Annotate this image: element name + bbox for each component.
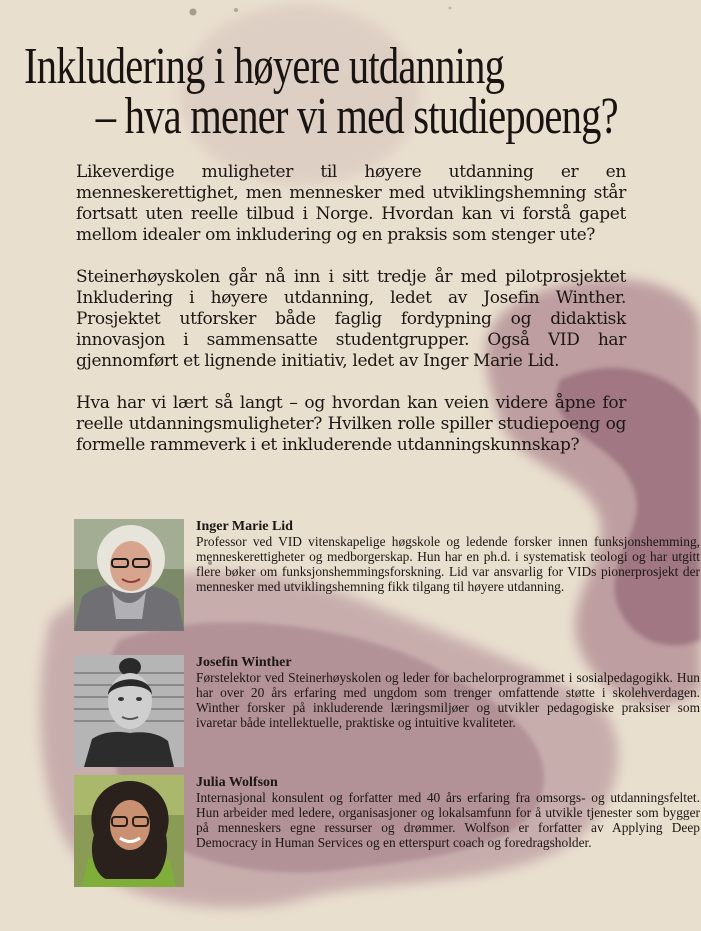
intro-text bbox=[76, 162, 626, 477]
speaker-bio bbox=[196, 655, 700, 730]
speaker-name: Inger Marie Lid bbox=[196, 519, 293, 534]
speaker-photo bbox=[74, 655, 184, 767]
speaker-photo bbox=[74, 775, 184, 887]
speaker-photo bbox=[74, 519, 184, 631]
speaker-description: Professor ved VID vitenskapelige høgskole og ledende forsker innen funksjonshemming, menneskerettigheter og medborgerskap. Hun har en ph.d. i systematisk teologi og har utgitt flere bøker om funksjonshemmingsforskning. Lid var ansvarlig for VIDs pionerprosjekt der mennesker med utviklingshemning fikk tilgang til høyere utdanning. bbox=[196, 534, 700, 594]
intro-paragraph: Steinerhøyskolen går nå inn i sitt tredje år med pilotprosjektet Inkludering i høyere utdanning, ledet av Josefin Winther. Prosjektet utforsker både faglig fordypning og didaktisk innovasjon i sammensatte studentgrupper. Også VID har gjennomført et lignende initiativ, ledet av Inger Marie Lid. bbox=[76, 267, 626, 371]
page-title bbox=[24, 38, 618, 145]
title-line-1: Inkludering i høyere utdanning bbox=[24, 38, 505, 95]
speaker-name: Josefin Winther bbox=[196, 655, 292, 670]
speaker-description: Førstelektor ved Steinerhøyskolen og leder for bachelorprogrammet i sosialpedagogikk. Hun har over 20 års erfaring med ungdom som trenger omfattende støtte i skolehverdagen. Winther forsker på inkluderende læringsmiljøer og utvikler pedagogiske praksiser som ivaretar både intellektuelle, praktiske og intuitive kvaliteter. bbox=[196, 670, 700, 730]
speaker-description: Internasjonal konsulent og forfatter med 40 års erfaring fra omsorgs- og utdanningsfeltet. Hun arbeider med ledere, organisasjoner og lokalsamfunn for å utvikle tjenester som bygger på menneskers egne ressurser og drømmer. Wolfson er forfatter av Applying Deep Democracy in Human Services og en etterspurt coach og foredragsholder. bbox=[196, 790, 700, 850]
speaker-name: Julia Wolfson bbox=[196, 775, 278, 790]
intro-paragraph: Likeverdige muligheter til høyere utdanning er en menneskerettighet, men mennesker med utviklingshemning står fortsatt uten reelle tilbud i Norge. Hvordan kan vi forstå gapet mellom idealer om inkludering og en praksis som stenger ute? bbox=[76, 162, 626, 245]
title-line-2: – hva mener vi med studiepoeng? bbox=[95, 88, 618, 145]
speaker-bio bbox=[196, 519, 700, 594]
intro-paragraph: Hva har vi lært så langt – og hvordan kan veien videre åpne for reelle utdanningsmuligheter? Hvilken rolle spiller studiepoeng og formelle rammeverk i et inkluderende utdanningskunnskap? bbox=[76, 393, 626, 455]
speaker-bio bbox=[196, 775, 700, 850]
